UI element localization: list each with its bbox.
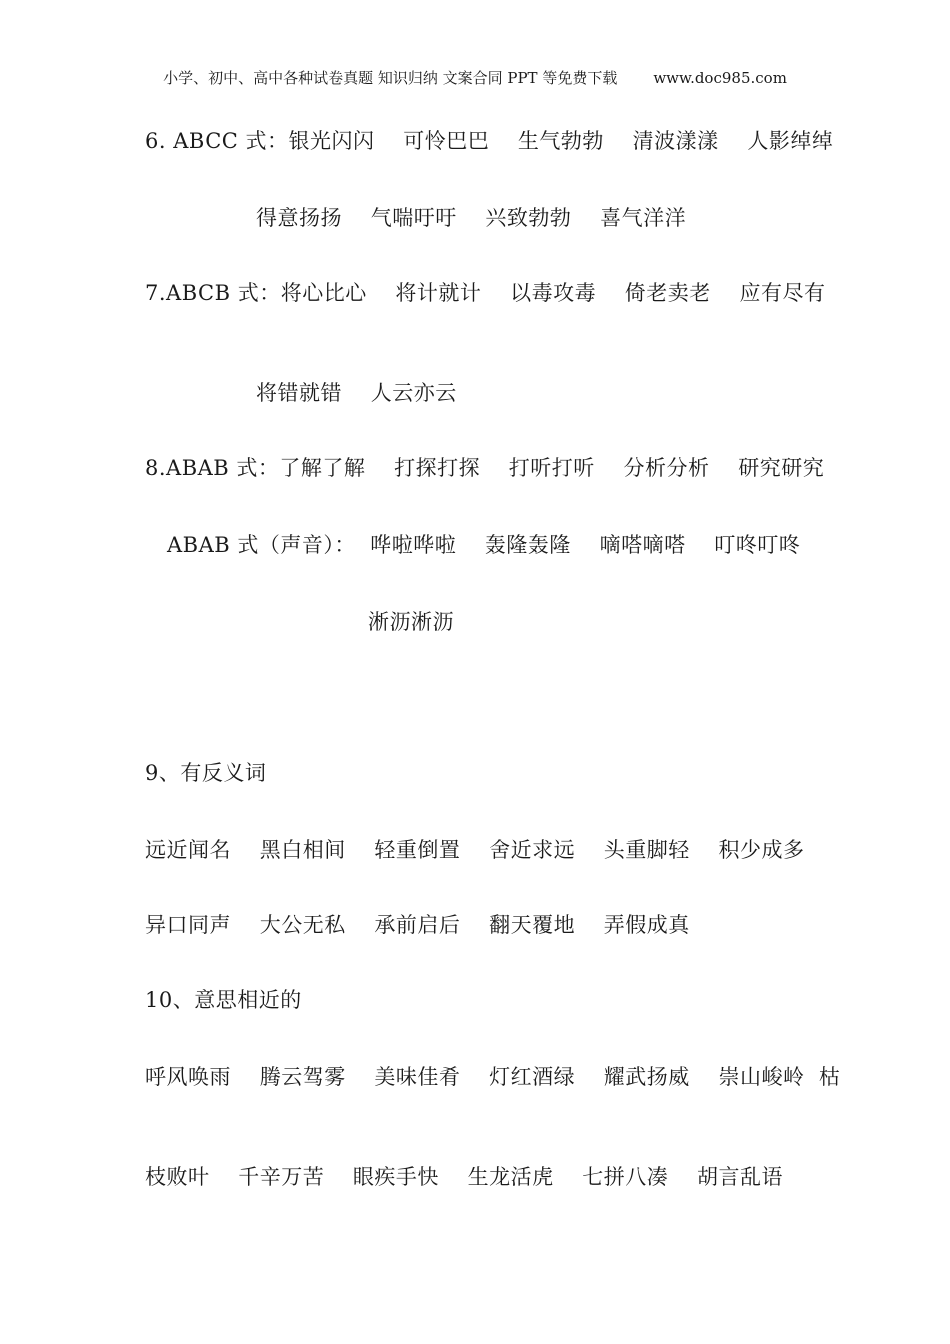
synonym-line-2: 枝败叶 千辛万苦 眼疾手快 生龙活虎 七拼八凑 胡言乱语 bbox=[145, 1165, 784, 1189]
abab-line-1: 8.ABAB 式：了解了解 打探打探 打听打听 分析分析 研究研究 bbox=[145, 456, 825, 480]
abcb-line-1: 7.ABCB 式：将心比心 将计就计 以毒攻毒 倚老卖老 应有尽有 bbox=[145, 281, 826, 305]
abcc-line-1: 6. ABCC 式：银光闪闪 可怜巴巴 生气勃勃 清波漾漾 人影绰绰 bbox=[145, 129, 834, 153]
page-header bbox=[0, 68, 950, 88]
section-10-heading: 10、意思相近的 bbox=[145, 988, 302, 1012]
header-site: www.doc985.com bbox=[653, 69, 787, 87]
abcb-line-2: 将错就错 人云亦云 bbox=[256, 381, 457, 405]
abab-sound-line-1: ABAB 式（声音）： 哗啦哗啦 轰隆轰隆 嘀嗒嘀嗒 叮咚叮咚 bbox=[167, 533, 801, 557]
abab-sound-line-2: 淅沥淅沥 bbox=[368, 610, 454, 634]
antonym-line-2: 异口同声 大公无私 承前启后 翻天覆地 弄假成真 bbox=[145, 913, 690, 937]
synonym-line-1: 呼风唤雨 腾云驾雾 美味佳肴 灯红酒绿 耀武扬威 崇山峻岭 枯 bbox=[145, 1065, 841, 1089]
abcc-line-2: 得意扬扬 气喘吁吁 兴致勃勃 喜气洋洋 bbox=[256, 206, 687, 230]
header-text: 小学、初中、高中各种试卷真题 知识归纳 文案合同 PPT 等免费下载 bbox=[163, 69, 618, 87]
section-9-heading: 9、有反义词 bbox=[145, 761, 267, 785]
antonym-line-1: 远近闻名 黑白相间 轻重倒置 舍近求远 头重脚轻 积少成多 bbox=[145, 838, 805, 862]
